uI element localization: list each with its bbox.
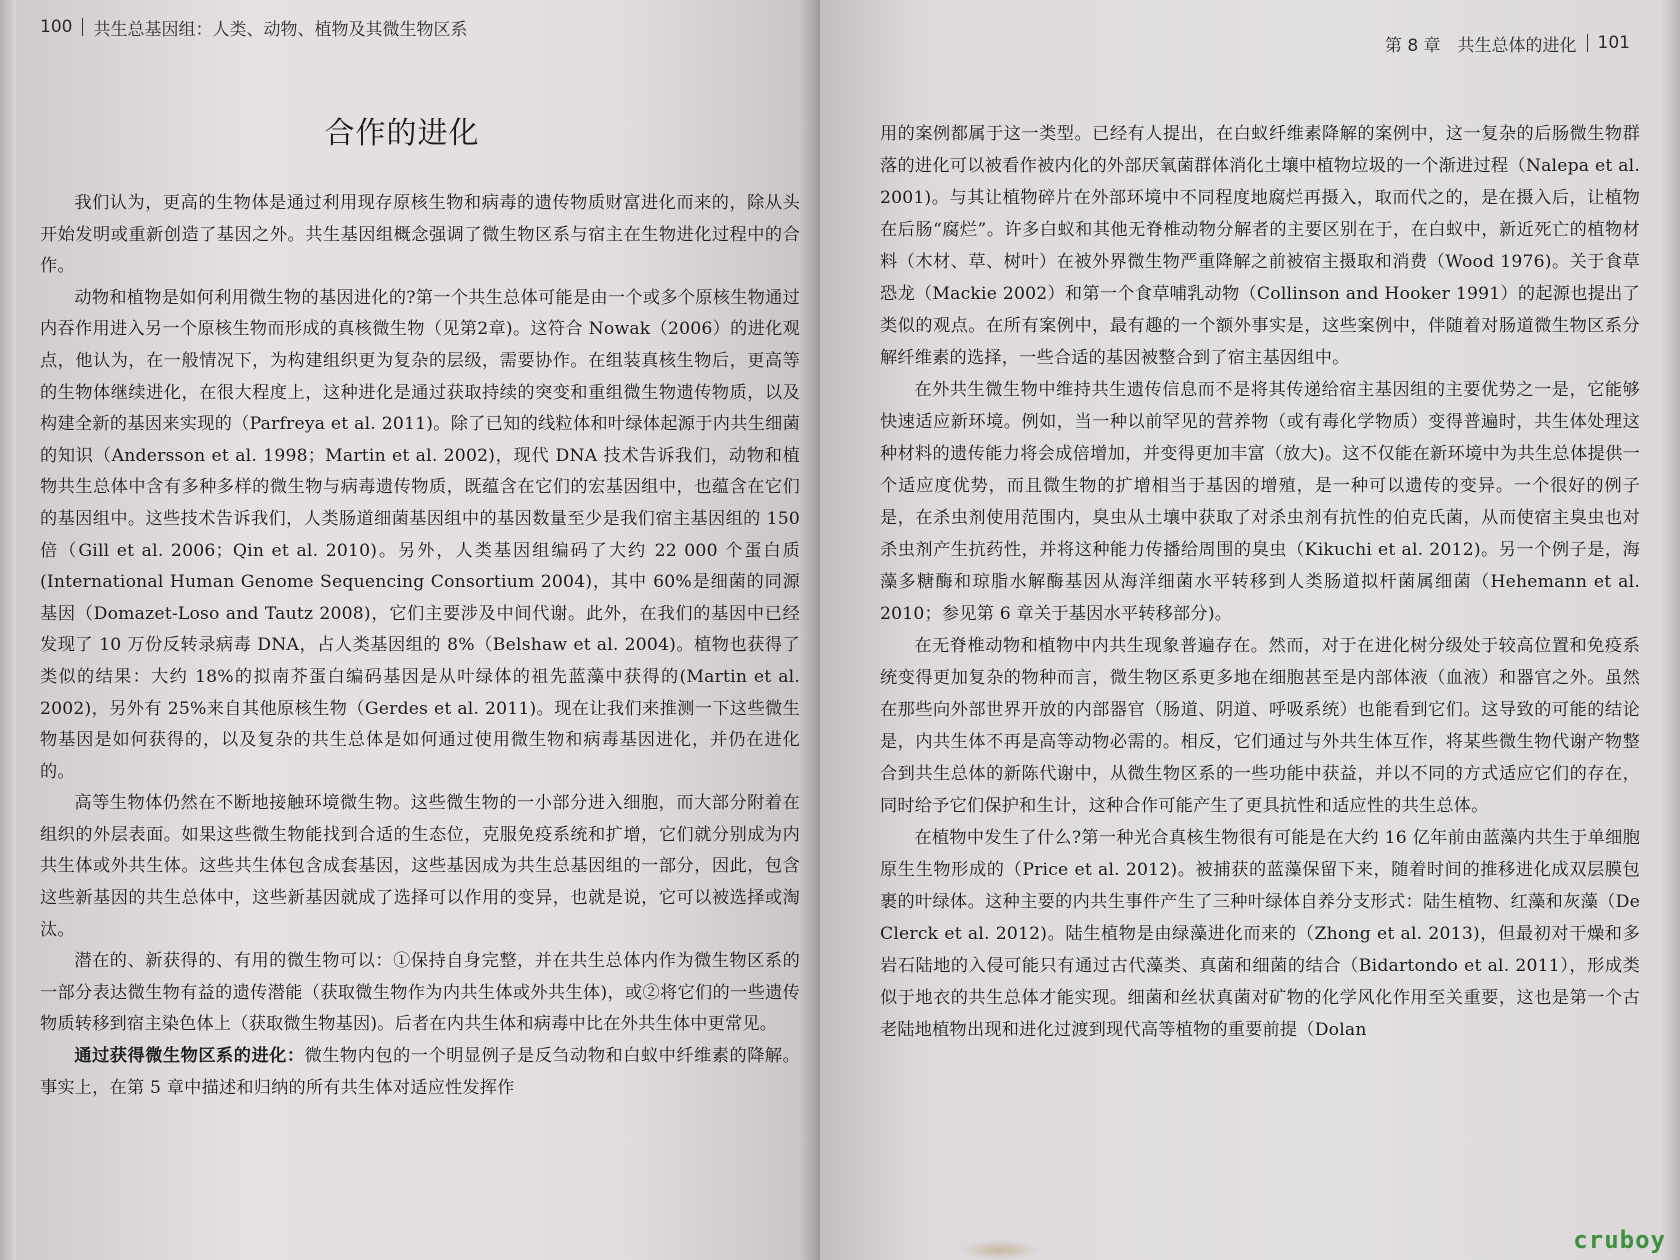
running-head-divider (1587, 34, 1588, 52)
watermark: cruboy (1573, 1226, 1666, 1254)
right-paragraph-4: 在植物中发生了什么?第一种光合真核生物很有可能是在大约 16 亿年前由蓝藻内共生于单细胞原生生物形成的（Price et al. 2012)。被捕获的蓝藻保留下来，随着时间的推移进化成双层膜包裹的叶绿体。这种主要的内共生事件产生了三种叶绿体自养分支形式：陆生植物、红藻和灰藻（De Clerck et al. 2012)。陆生植物是由绿藻进化而来的（Zhong et al. 2013)，但最初对干燥和多岩石陆地的入侵可能只有通过古代藻类、真菌和细菌的结合（Bidartondo et al. 2011），形成类似于地衣的共生总体才能实现。细菌和丝状真菌对矿物的化学风化作用至关重要，这也是第一个古老陆地植物出现和进化过渡到现代高等植物的重要前提（Dolan (880, 828, 1640, 1040)
page-edge-left (0, 0, 16, 1260)
running-head-divider (82, 18, 83, 36)
right-paragraph-2: 在外共生微生物中维持共生遗传信息而不是将其传递给宿主基因组的主要优势之一是，它能够快速适应新环境。例如，当一种以前罕见的营养物（或有毒化学物质）变得普遍时，共生体处理这种材料的遗传能力将会成倍增加，并变得更加丰富（放大)。这不仅能在新环境中为共生总体提供一个适应度优势，而且微生物的扩增相当于基因的增殖，是一种可以遗传的变异。一个很好的例子是，在杀虫剂使用范围内，臭虫从土壤中获取了对杀虫剂有抗性的伯克氏菌，从而使宿主臭虫也对杀虫剂产生抗药性，并将这种能力传播给周围的臭虫（Kikuchi et al. 2012)。另一个例子是，海藻多糖酶和琼脂水解酶基因从海洋细菌水平转移到人类肠道拟杆菌属细菌（Hehemann et al. 2010；参见第 6 章关于基因水平转移部分)。 (880, 380, 1640, 624)
page-edge-right (1662, 0, 1680, 1260)
left-paragraph-4: 潜在的、新获得的、有用的微生物可以：①保持自身完整，并在共生总体内作为微生物区系的一部分表达微生物有益的遗传潜能（获取微生物作为内共生体或外共生体)，或②将它们的一些遗传物质转移到宿主染色体上（获取微生物基因)。后者在内共生体和病毒中比在外共生体中更常见。 (40, 951, 800, 1035)
left-running-head-title: 共生总基因组：人类、动物、植物及其微生物区系 (93, 19, 468, 40)
right-paragraph-1: 用的案例都属于这一类型。已经有人提出，在白蚁纤维素降解的案例中，这一复杂的后肠微生物群落的进化可以被看作被内化的外部厌氧菌群体消化土壤中植物垃圾的一个渐进过程（Nalepa et al. 2001)。与其让植物碎片在外部环境中不同程度地腐烂再摄入，取而代之的，是在摄入后，让植物在后肠“腐烂”。许多白蚁和其他无脊椎动物分解者的主要区别在于，在白蚁中，新近死亡的植物材料（木材、草、树叶）在被外界微生物严重降解之前被宿主摄取和消费（Wood 1976)。关于食草恐龙（Mackie 2002）和第一个食草哺乳动物（Collinson and Hooker 1991）的起源也提出了类似的观点。在所有案例中，最有趣的一个额外事实是，这些案例中，伴随着对肠道微生物区系分解纤维素的选择，一些合适的基因被整合到了宿主基因组中。 (880, 124, 1640, 368)
thumb-shadow (960, 1240, 1040, 1260)
right-page (820, 0, 1680, 1260)
section-title: 合作的进化 (324, 116, 480, 151)
left-paragraph-2: 动物和植物是如何利用微生物的基因进化的?第一个共生总体可能是由一个或多个原核生物通过内吞作用进入另一个原核生物而形成的真核微生物（见第2章)。这符合 Nowak（2006）的进化观点，他认为，在一般情况下，为构建组织更为复杂的层级，需要协作。在组装真核生物后，更高等的生物体继续进化，在很大程度上，这种进化是通过获取持续的突变和重组微生物遗传物质，以及构建全新的基因来实现的（Parfreya et al. 2011)。除了已知的线粒体和叶绿体起源于内共生细菌的知识（Andersson et al. 1998；Martin et al. 2002)，现代 DNA 技术告诉我们，动物和植物共生总体中含有多种多样的微生物与病毒遗传物质，既蕴含在它们的宏基因组中，也蕴含在它们的基因组中。这些技术告诉我们，人类肠道细菌基因组中的基因数量至少是我们宿主基因组的 150 倍（Gill et al. 2006；Qin et al. 2010)。另外，人类基因组编码了大约 22 000 个蛋白质(International Human Genome Sequencing Consortium 2004)，其中 60%是细菌的同源基因（Domazet-Loso and Tautz 2008)，它们主要涉及中间代谢。此外，在我们的基因中已经发现了 10 万份反转录病毒 DNA，占人类基因组的 8%（Belshaw et al. 2004)。植物也获得了类似的结果：大约 18%的拟南芥蛋白编码基因是从叶绿体的祖先蓝藻中获得的(Martin et al. 2002)，另外有 25%来自其他原核生物（Gerdes et al. 2011)。现在让我们来推测一下这些微生物基因是如何获得的，以及复杂的共生总体是如何通过使用微生物和病毒基因进化，并仍在进化的。 (40, 287, 800, 782)
left-paragraph-3: 高等生物体仍然在不断地接触环境微生物。这些微生物的一小部分进入细胞，而大部分附着在组织的外层表面。如果这些微生物能找到合适的生态位，克服免疫系统和扩增，它们就分别成为内共生体或外共生体。这些共生体包含成套基因，这些基因成为共生总基因组的一部分，因此，包含这些新基因的共生总体中，这些新基因就成了选择可以作用的变异，也就是说，它可以被选择或淘汰。 (40, 793, 800, 940)
right-running-head (880, 26, 1630, 60)
left-running-head (40, 10, 800, 44)
subsection-heading: 通过获得微生物区系的进化： (74, 1046, 305, 1067)
left-page-number: 100 (40, 17, 73, 37)
left-page (0, 0, 820, 1260)
right-running-head-title: 第 8 章 共生总体的进化 (1384, 35, 1577, 56)
left-paragraph-1: 我们认为，更高的生物体是通过利用现存原核生物和病毒的遗传物质财富进化而来的，除从头开始发明或重新创造了基因之外。共生基因组概念强调了微生物区系与宿主在生物进化过程中的合作。 (40, 193, 800, 277)
right-page-number: 101 (1597, 33, 1630, 53)
left-paragraph-5 (40, 1041, 800, 1104)
right-paragraph-3: 在无脊椎动物和植物中内共生现象普遍存在。然而，对于在进化树分级处于较高位置和免疫系统变得更加复杂的物种而言，微生物区系更多地在细胞甚至是内部体液（血液）和器官之外。虽然在那些向外部世界开放的内部器官（肠道、阴道、呼吸系统）也能看到它们。这导致的可能的结论是，内共生体不再是高等动物必需的。相反，它们通过与外共生体互作，将某些微生物代谢产物整合到共生总体的新陈代谢中，从微生物区系的一些功能中获益，并以不同的方式适应它们的存在，同时给予它们保护和生计，这种合作可能产生了更具抗性和适应性的共生总体。 (880, 636, 1640, 816)
left-paragraph-5-text: 微生物内包的一个明显例子是反刍动物和白蚁中纤维素的降解。事实上，在第 5 章中描述和归纳的所有共生体对适应性发挥作 (40, 1046, 800, 1098)
